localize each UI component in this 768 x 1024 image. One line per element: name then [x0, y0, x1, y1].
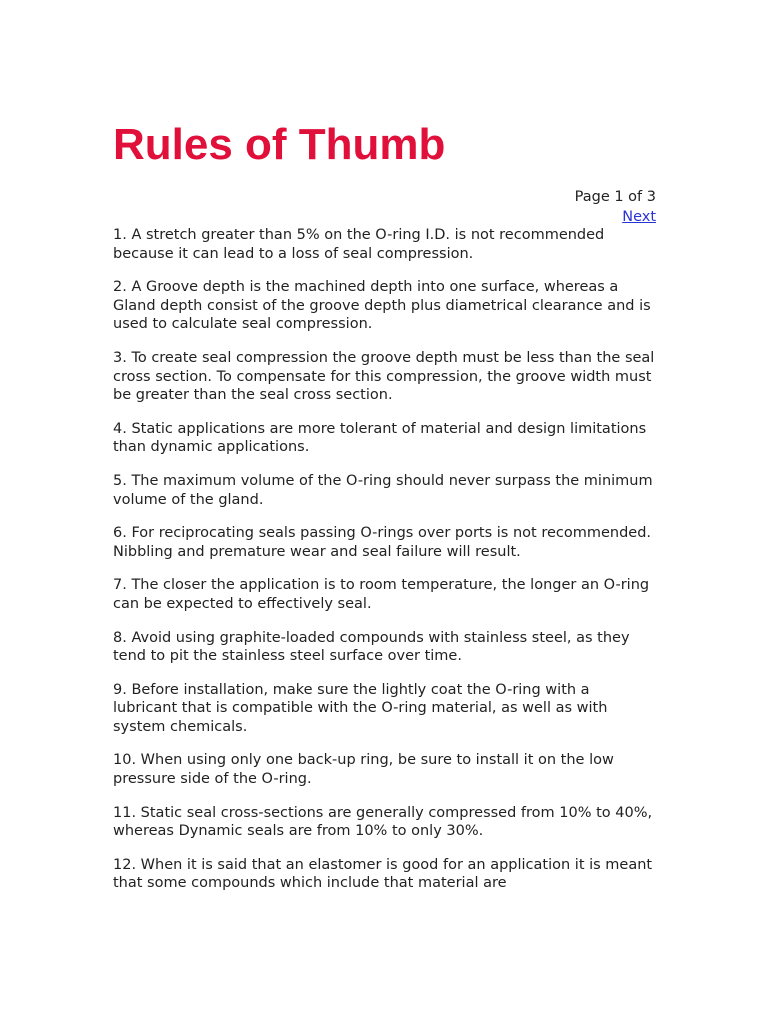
rule-item: 4. Static applications are more tolerant of material and design limitations than dynamic applications. [113, 420, 647, 456]
rule-item: 10. When using only one back-up ring, be sure to install it on the low pressure side of the O-ring. [113, 752, 614, 788]
pagination [575, 187, 656, 227]
page-title: Rules of Thumb [113, 120, 446, 169]
rule-item: 1. A stretch greater than 5% on the O-ring I.D. is not recommended because it can lead to a loss of seal compression. [113, 227, 605, 262]
rules-list [113, 226, 656, 908]
rule-item: 7. The closer the application is to room temperature, the longer an O-ring can be expected to effectively seal. [113, 577, 650, 612]
rule-item: 5. The maximum volume of the O-ring should never surpass the minimum volume of the gland. [113, 472, 653, 508]
rule-item: 2. A Groove depth is the machined depth into one surface, whereas a Gland depth consist of the groove depth plus diametrical clearance and is used to calculate seal compression. [113, 279, 651, 333]
rule-item: 9. Before installation, make sure the lightly coat the O-ring with a lubricant that is compatible with the O-ring material, as well as with system chemicals. [113, 681, 608, 735]
rule-item: 11. Static seal cross-sections are generally compressed from 10% to 40%, whereas Dynamic seals are from 10% to only 30%. [113, 804, 653, 840]
rule-item: 8. Avoid using graphite-loaded compounds with stainless steel, as they tend to pit the stainless steel surface over time. [113, 629, 630, 665]
next-page-link[interactable]: Next [622, 209, 656, 225]
rule-item: 3. To create seal compression the groove depth must be less than the seal cross section. To compensate for this compression, the groove width must be greater than the seal cross section. [113, 349, 655, 404]
rule-item: 12. When it is said that an elastomer is good for an application it is meant that some compounds which include that material are [113, 856, 653, 892]
rule-item: 6. For reciprocating seals passing O-rings over ports is not recommended. Nibbling and premature wear and seal failure will result. [113, 525, 652, 560]
page-indicator: Page 1 of 3 [574, 189, 656, 205]
